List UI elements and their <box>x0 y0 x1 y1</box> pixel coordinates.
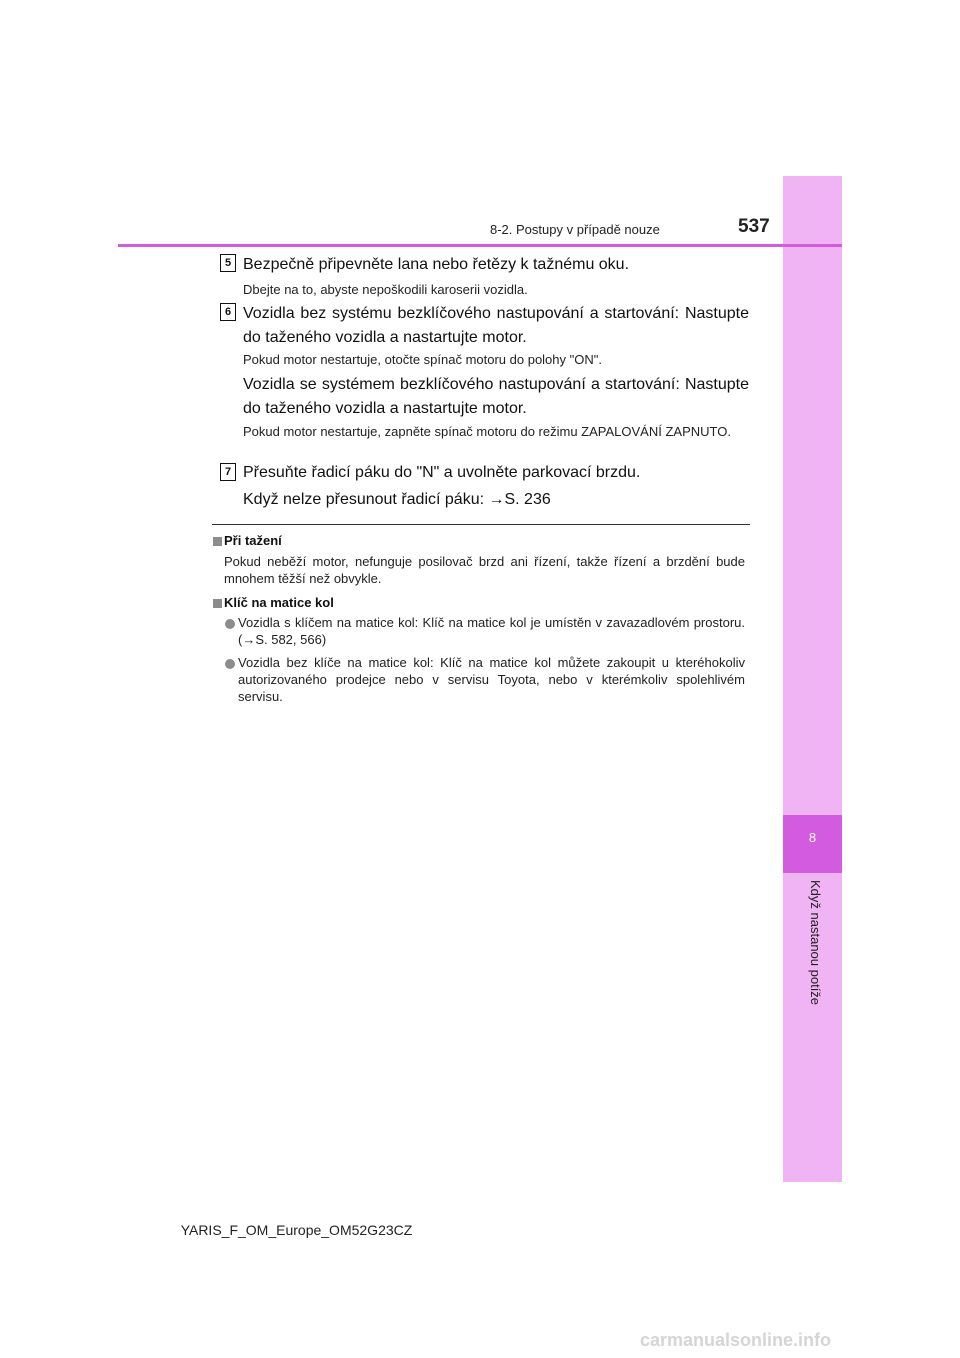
square-bullet-icon <box>213 537 222 546</box>
chapter-number: 8 <box>808 830 817 845</box>
info-body: Pokud neběží motor, nefunguje posilovač brzd ani řízení, takže řízení a brzdění bude mnohem těžší než obvykle. <box>224 554 745 586</box>
section-title: 8-2. Postupy v případě nouze <box>490 222 660 237</box>
chapter-caption: Když nastanou potíže <box>808 880 823 1006</box>
step-note: Pokud motor nestartuje, otočte spínač motoru do polohy "ON". <box>243 352 602 367</box>
step-text: Bezpečně připevněte lana nebo řetězy k tažnému oku. <box>243 256 630 273</box>
info-bullet: Vozidla bez klíče na matice kol: Klíč na matice kol můžete zakoupit u kteréhokoliv autorizovaného prodejce nebo v servisu Toyota, nebo v kterémkoliv spolehlivém servisu. <box>238 655 745 704</box>
step-note-alt: Pokud motor nestartuje, zapněte spínač motoru do režimu ZAPALOVÁNÍ ZAPNUTO. <box>243 424 731 439</box>
info-bullet: Vozidla s klíčem na matice kol: Klíč na matice kol je umístěn v zavazadlovém prostoru. (→S. 582, 566) <box>238 615 745 647</box>
chapter-side-tab <box>783 176 842 1182</box>
step-note: Dbejte na to, abyste nepoškodili karoserii vozidla. <box>243 282 528 297</box>
header-rule <box>118 244 842 247</box>
page-number: 537 <box>738 216 770 237</box>
watermark: carmanualsonline.info <box>640 1330 832 1350</box>
circle-bullet-icon <box>225 659 235 669</box>
section-divider <box>212 524 750 525</box>
step-text-alt: Když nelze přesunout řadicí páku: →S. 236 <box>243 491 551 508</box>
info-heading: Při tažení <box>224 533 282 548</box>
square-bullet-icon <box>213 599 222 608</box>
step-text: Přesuňte řadicí páku do "N" a uvolněte parkovací brzdu. <box>243 464 641 481</box>
step-number-box: 5 <box>220 254 236 272</box>
step-text-alt: Vozidla se systémem bezklíčového nastupování a startování: Nastupte do taženého vozidla a nastartujte motor. <box>243 376 749 417</box>
info-heading: Klíč na matice kol <box>224 595 334 610</box>
step-number-box: 7 <box>220 463 236 481</box>
step-number-box: 6 <box>220 303 236 321</box>
circle-bullet-icon <box>225 619 235 629</box>
step-text: Vozidla bez systému bezklíčového nastupování a startování: Nastupte do taženého vozidla a nastartujte motor. <box>243 305 749 346</box>
document-footer: YARIS_F_OM_Europe_OM52G23CZ <box>180 1222 413 1238</box>
